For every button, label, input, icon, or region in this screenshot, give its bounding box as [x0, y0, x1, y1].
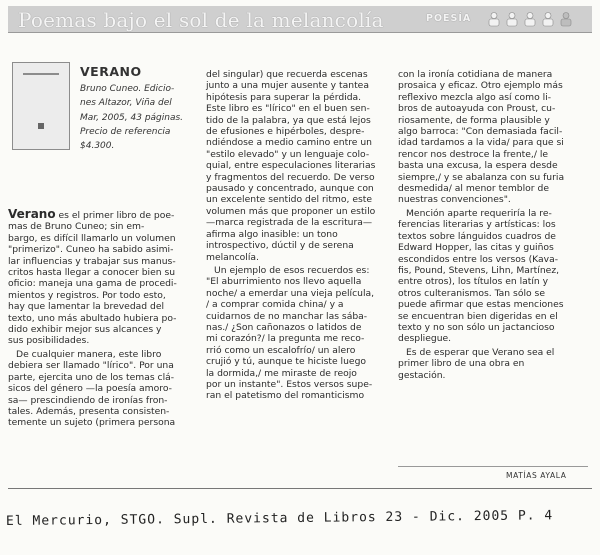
handwritten-source-note: El Mercurio, STGO. Supl. Revista de Libros 23 - Dic. 2005 P. 4 — [5, 508, 554, 529]
text-line — [206, 103, 386, 114]
text-line — [8, 301, 196, 312]
text-line — [398, 242, 586, 253]
text-line — [398, 149, 586, 160]
book-detail-line: $4.300. — [80, 141, 115, 152]
text-line-content: "estilo elevado" y un lenguaje colo- — [206, 148, 370, 160]
text-line — [398, 208, 586, 219]
text-line-content: tido de la palabra, ya que está lejos — [206, 114, 371, 126]
header-title: Poemas bajo el sol de la melancolía — [18, 8, 384, 32]
text-line-content: critos hasta llegar a conocer bien su — [8, 267, 176, 279]
text-line-content: gestación. — [398, 369, 446, 381]
book-details — [80, 82, 198, 153]
text-line-content: la dormida,/ me miraste de reojo — [206, 367, 357, 379]
text-column-1 — [8, 209, 196, 429]
text-line — [8, 313, 196, 324]
text-line — [398, 358, 586, 369]
text-line — [206, 345, 386, 356]
person-icon — [561, 13, 571, 27]
text-line-content: oficio: maneja una gama de procedi- — [8, 278, 177, 290]
book-detail-line: Precio de referencia — [80, 126, 171, 137]
text-line — [398, 172, 586, 183]
text-line — [206, 149, 386, 160]
text-line — [398, 115, 586, 126]
book-cover-image — [12, 62, 70, 150]
text-line-content: / a comprar comida china/ y a — [206, 299, 344, 311]
text-line-content: dido exhibir mejor sus alcances y — [8, 324, 162, 336]
text-line — [398, 299, 586, 310]
text-line — [206, 69, 386, 80]
text-line — [8, 372, 196, 383]
text-line-content: debiera ser llamado "lírico". Por una — [8, 360, 174, 372]
text-line-content: con la ironía cotidiana de manera — [398, 69, 553, 80]
text-line — [206, 288, 386, 299]
text-line-content: "El aburrimiento nos llevo aquella — [206, 276, 362, 288]
text-line — [8, 290, 196, 301]
text-line-content: afirma algo inasible: un tono — [206, 228, 338, 240]
text-line-content: rencor nos destroce la frente,/ le — [398, 148, 549, 160]
text-line — [206, 276, 386, 287]
text-line — [206, 137, 386, 148]
text-line-content: desmedida/ al menor temblor de — [398, 183, 549, 195]
bottom-divider — [8, 488, 592, 489]
text-line-content: despliegue. — [398, 333, 452, 345]
text-line-content: melancolía. — [206, 251, 259, 263]
text-line — [8, 417, 196, 428]
text-line — [8, 233, 196, 244]
text-line-content: bargo, es difícil llamarlo un volumen — [8, 232, 176, 244]
text-line-content: del singular) que recuerda escenas — [206, 69, 368, 80]
author-signature: MATÍAS AYALA — [506, 471, 567, 480]
text-line-content: Un ejemplo de esos recuerdos es: — [214, 264, 370, 276]
text-line-content: prosaica y eficaz. Otro ejemplo más — [398, 80, 563, 92]
text-line-content: ndiéndose a medio camino entre un — [206, 137, 372, 149]
text-line — [398, 265, 586, 276]
text-line-content: riosamente, de forma plausible y — [398, 114, 550, 126]
text-line — [8, 267, 196, 278]
text-line — [206, 229, 386, 240]
text-line-content: bros de autoayuda con Proust, cu- — [398, 103, 556, 115]
text-line — [206, 390, 386, 401]
text-line-content: lar influencias y trabajar sus manus- — [8, 255, 176, 267]
text-line-content: volumen más que proponer un estilo — [206, 205, 376, 217]
text-line — [206, 356, 386, 367]
text-line-content: un excelente sentido del ritmo, este — [206, 194, 373, 206]
text-line — [206, 240, 386, 251]
signature-divider — [398, 466, 588, 467]
text-line-content: hipótesis para superar la pérdida. — [206, 91, 362, 103]
text-line — [206, 92, 386, 103]
text-line — [206, 172, 386, 183]
text-line-content: quial, entre especulaciones literarias — [206, 160, 376, 172]
text-column-3 — [398, 69, 586, 381]
text-line — [8, 383, 196, 394]
text-line-content: tales. Además, presenta consisten- — [8, 405, 170, 417]
text-line-content: entre otros), los títulos en latín y — [398, 276, 549, 288]
cover-logo-icon — [38, 123, 44, 129]
person-icon — [507, 13, 517, 27]
text-line-content: cuidarnos de no manchar las sába- — [206, 310, 368, 322]
text-line — [8, 278, 196, 289]
text-line-content: nas./ ¿Son cañonazos o latidos de — [206, 321, 362, 333]
text-line — [206, 322, 386, 333]
text-line-content: fis, Pound, Stevens, Lihn, Martínez, — [398, 264, 560, 276]
text-line — [398, 231, 586, 242]
text-line-content: sicos del género —la poesía amoro- — [8, 383, 172, 395]
text-line — [398, 254, 586, 265]
text-line-content: ferencias literarias y artísticas: los — [398, 219, 556, 231]
text-line-content: "primerizo". Cuneo ha sabido asimi- — [8, 244, 174, 256]
lead-word: Verano — [8, 207, 56, 221]
text-line-content: siempre,/ y se abalanza con su furia — [398, 171, 565, 183]
text-line-content: mi corazón?/ la pregunta me reco- — [206, 333, 365, 345]
text-line — [206, 194, 386, 205]
text-line-content: sa— prescindiendo de ironías fron- — [8, 394, 168, 406]
text-line-content: otros culteranismos. Tan sólo se — [398, 287, 545, 299]
text-line — [206, 206, 386, 217]
text-line — [8, 256, 196, 267]
text-line-content: reflexivo mezcla algo así como li- — [398, 91, 552, 103]
text-line — [206, 299, 386, 310]
text-line-content: texto y no son sólo un jactancioso — [398, 321, 555, 333]
text-line-content: De cualquier manera, este libro — [16, 348, 162, 360]
text-line — [206, 183, 386, 194]
text-line — [206, 333, 386, 344]
text-line — [206, 265, 386, 276]
text-line-content: mas de Bruno Cuneo; sin em- — [8, 221, 145, 233]
text-line — [8, 360, 196, 371]
text-line-content: texto, uno más abultado hubiera po- — [8, 312, 177, 324]
text-line-content: nuestras convenciones". — [398, 194, 511, 206]
text-line-content: primer libro de una obra en — [398, 358, 525, 370]
text-line — [398, 276, 586, 287]
text-line — [8, 324, 196, 335]
person-icon — [543, 13, 553, 27]
text-line — [8, 335, 196, 346]
text-line — [398, 219, 586, 230]
text-line-content: sus posibilidades. — [8, 335, 90, 347]
text-line-content: textos sobre lánguidos cuadros de — [398, 230, 556, 242]
text-line — [398, 370, 586, 381]
text-line-content: por un instante". Estos versos supe- — [206, 378, 373, 390]
text-line — [398, 183, 586, 194]
text-line — [206, 217, 386, 228]
rating-icons — [486, 11, 594, 27]
text-line — [398, 288, 586, 299]
book-title: VERANO — [80, 64, 142, 79]
text-line-content: Mención aparte requeriría la re- — [406, 207, 552, 219]
text-line — [206, 311, 386, 322]
text-line-content: de efusiones e hipérboles, despre- — [206, 126, 365, 138]
text-column-2 — [206, 69, 386, 402]
text-line — [206, 126, 386, 137]
person-icon — [525, 13, 535, 27]
text-line-content: y fragmentos del recuerdo. De verso — [206, 171, 375, 183]
text-line-content: parte, ejercita uno de los temas clá- — [8, 371, 175, 383]
text-line — [398, 194, 586, 205]
text-line — [398, 103, 586, 114]
text-line-content: —marca registrada de la escritura— — [206, 217, 373, 229]
text-line-content: pausado y concentrado, aunque con — [206, 183, 374, 195]
section-label: POESÍA — [426, 13, 472, 24]
text-line-content: basta una excusa, la espera desde — [398, 160, 558, 172]
text-line-content: algo barroca: "Con demasiada facil- — [398, 126, 563, 138]
text-line-content: junto a una mujer ausente y tantea — [206, 80, 369, 92]
text-line-content: puede afirmar que estas menciones — [398, 299, 564, 311]
text-line — [206, 115, 386, 126]
text-line — [398, 80, 586, 91]
text-line-content: hay que lamentar la brevedad del — [8, 301, 165, 313]
text-line-content: se encuentran bien digeridas en el — [398, 310, 558, 322]
text-line — [206, 379, 386, 390]
text-line-content: crujió y tú, aunque te hiciste luego — [206, 356, 367, 368]
text-line — [398, 322, 586, 333]
text-line — [398, 333, 586, 344]
text-line — [8, 349, 196, 360]
text-line — [206, 80, 386, 91]
text-line-content: Es de esperar que Verano sea el — [406, 346, 555, 358]
text-line-content: rrió como un escalofrío/ un alero — [206, 344, 356, 356]
text-line-content: mientos y registros. Por todo esto, — [8, 289, 166, 301]
text-line — [398, 69, 586, 80]
text-line-content: noche/ a emerdar una vieja película, — [206, 287, 375, 299]
section-header — [8, 6, 592, 33]
text-line-content: ran el patetismo del romanticismo — [206, 390, 365, 402]
text-line — [206, 160, 386, 171]
text-line — [398, 126, 586, 137]
text-line — [398, 92, 586, 103]
book-detail-line: Bruno Cuneo. Edicio- — [80, 84, 175, 94]
text-line — [398, 160, 586, 171]
text-line-content: introspectivo, dúctil y de serena — [206, 240, 354, 252]
text-line-content: escondidos entre los versos (Kava- — [398, 253, 559, 265]
book-detail-line: nes Altazor, Viña del — [80, 98, 172, 109]
text-line — [206, 252, 386, 263]
text-line — [206, 368, 386, 379]
cover-title-line — [23, 73, 59, 75]
book-detail-line: Mar, 2005, 43 páginas. — [80, 112, 184, 123]
text-line-content: Edward Hopper, las citas y guiños — [398, 242, 554, 254]
text-line — [398, 137, 586, 148]
text-line — [398, 311, 586, 322]
text-line — [8, 395, 196, 406]
text-line — [8, 221, 196, 232]
text-line-content: es el primer libro de poe- — [55, 210, 175, 221]
text-line-content: Este libro es "lírico" en el buen sen- — [206, 103, 370, 115]
text-line — [8, 209, 196, 221]
text-line-content: idad tardamos a la vida/ para que si — [398, 137, 564, 149]
text-line — [8, 244, 196, 255]
text-line — [398, 347, 586, 358]
text-line — [8, 406, 196, 417]
person-icon — [489, 13, 499, 27]
text-line-content: temente un sujeto (primera persona — [8, 417, 176, 429]
